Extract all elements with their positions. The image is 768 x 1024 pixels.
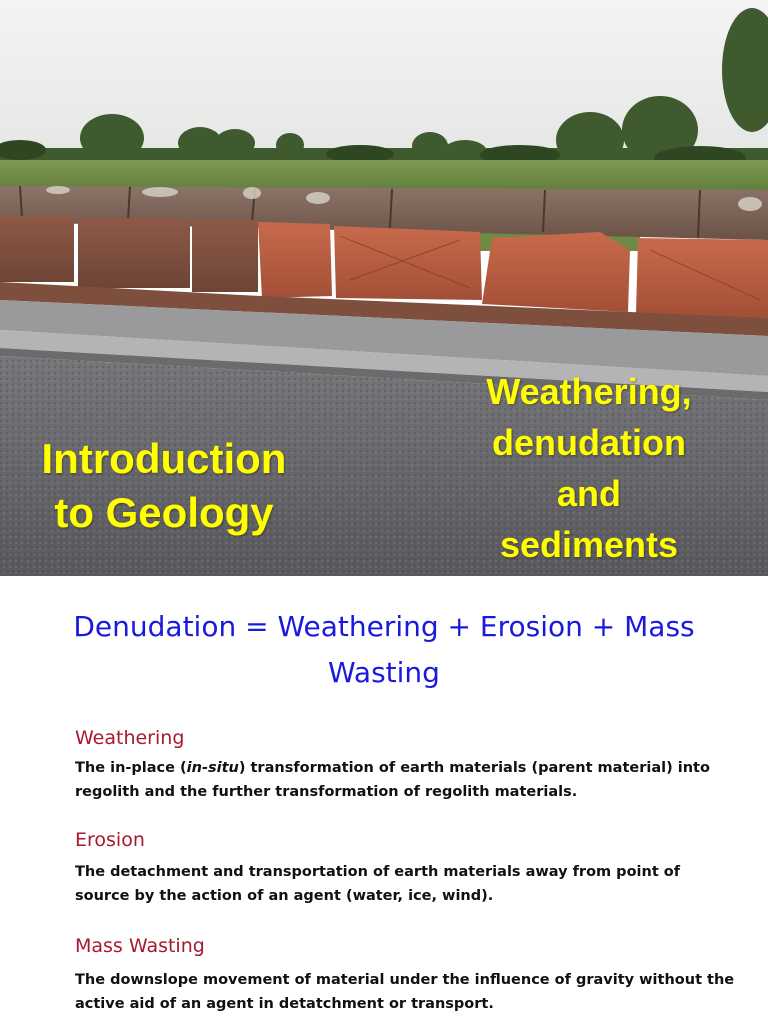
course-title-line-2: to Geology — [54, 489, 274, 536]
definition-weathering-part-2: ) transformation of earth materials (parent material) into regolith and the further transformation of regolith materials. — [75, 760, 710, 800]
lecture-title-line-1: Weathering, — [486, 371, 692, 412]
definitions-slide — [0, 576, 768, 1024]
lecture-title-line-3: and — [556, 473, 621, 514]
term-weathering: Weathering — [75, 727, 185, 749]
definition-mass-wasting: The downslope movement of material under the influence of gravity without the active aid of an agent in detatchment or transport. — [75, 972, 735, 1012]
definition-weathering — [75, 756, 735, 804]
heading-line-2: Wasting — [328, 656, 440, 689]
definition-weathering-part-1: The in-place ( — [75, 760, 187, 776]
lecture-title-line-4: sediments — [499, 524, 679, 565]
definition-weathering-italic: in-situ — [186, 760, 239, 776]
denudation-heading — [20, 604, 748, 696]
lecture-title — [448, 366, 730, 570]
course-title-line-1: Introduction — [41, 435, 287, 482]
heading-line-1: Denudation = Weathering + Erosion + Mass — [73, 610, 695, 643]
term-mass-wasting: Mass Wasting — [75, 935, 205, 957]
term-erosion: Erosion — [75, 829, 145, 851]
definition-erosion: The detachment and transportation of earth materials away from point of source by the action of an agent (water, ice, wind). — [75, 864, 681, 904]
course-title — [0, 432, 328, 540]
lecture-title-line-2: denudation — [492, 422, 686, 463]
